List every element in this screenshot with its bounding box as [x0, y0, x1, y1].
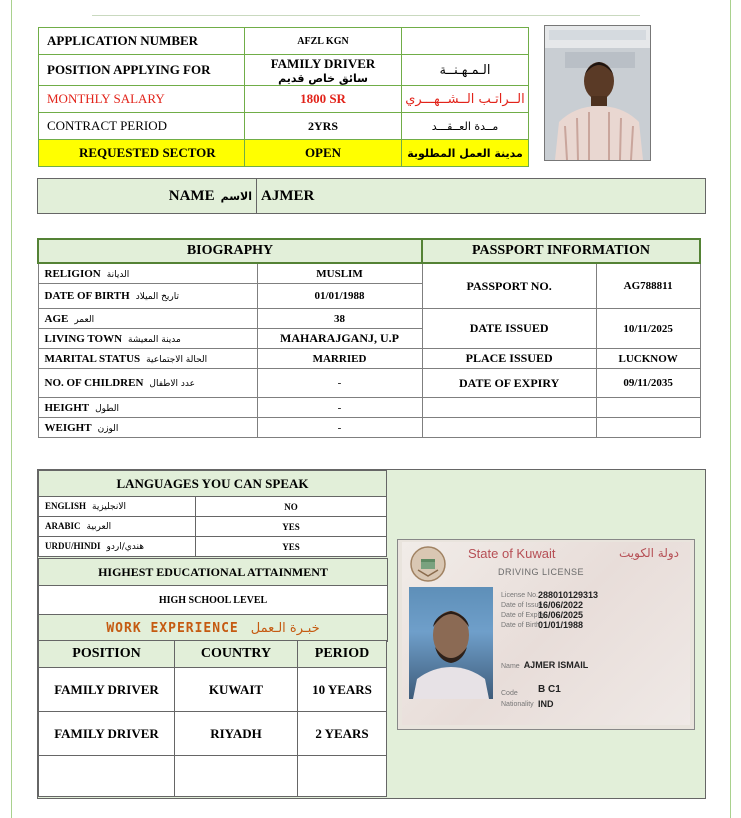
religion-arabic: الديانة: [106, 269, 130, 280]
work-header-period: PERIOD: [298, 641, 387, 668]
languages-header-row: [39, 471, 387, 497]
town-label: LIVING TOWN: [44, 332, 123, 345]
license-number-value: 288010129313: [538, 590, 599, 600]
religion-label-cell: [38, 263, 257, 284]
expiry-value: 09/11/2035: [596, 369, 700, 398]
work-position: FAMILY DRIVER: [39, 712, 175, 756]
town-arabic: مدينة المعيشة: [128, 334, 181, 345]
driving-license-image: [397, 539, 695, 730]
page-border-right: [730, 0, 731, 818]
contract-row: [39, 113, 529, 140]
arabic-arabic: العربية: [86, 522, 112, 532]
work-empty-row: [39, 756, 387, 797]
arabic-value: YES: [196, 517, 387, 537]
urdu-hindi-value: YES: [196, 537, 387, 557]
license-issue-label: Date of Issue: [501, 602, 543, 609]
urdu-hindi-label: URDU/HINDI: [45, 541, 101, 551]
license-name-row: [501, 660, 588, 670]
license-expiry-label: Date of Expiry: [501, 612, 545, 619]
license-card: [402, 542, 690, 725]
english-label-cell: [39, 497, 196, 517]
kuwait-emblem-icon: [408, 544, 448, 584]
work-period: 2 YEARS: [298, 712, 387, 756]
age-label-cell: [38, 309, 257, 329]
english-label: ENGLISH: [45, 501, 87, 511]
marital-label: MARITAL STATUS: [44, 352, 141, 365]
sector-value: OPEN: [245, 140, 402, 167]
license-country-title: State of Kuwait: [468, 546, 556, 561]
height-arabic: الطول: [95, 403, 119, 414]
license-number-label: License No.: [501, 592, 538, 599]
work-header-row: [39, 641, 387, 668]
weight-arabic: الوزن: [97, 423, 119, 434]
contract-arabic: مــدة العــقـــد: [402, 113, 529, 140]
work-header-country: COUNTRY: [175, 641, 298, 668]
place-issued-label: PLACE ISSUED: [422, 349, 596, 369]
weight-label: WEIGHT: [44, 421, 92, 434]
date-issued-label: DATE ISSUED: [422, 309, 596, 349]
work-header-position: POSITION: [39, 641, 175, 668]
application-number-label: APPLICATION NUMBER: [39, 28, 245, 55]
name-label: NAME: [168, 187, 215, 204]
applicant-photo: [544, 25, 651, 161]
languages-title: LANGUAGES YOU CAN SPEAK: [39, 471, 387, 497]
work-period: 10 YEARS: [298, 668, 387, 712]
bio-row-age: [38, 309, 700, 329]
contract-label: CONTRACT PERIOD: [39, 113, 245, 140]
license-name-value: AJMER ISMAIL: [523, 660, 589, 670]
urdu-hindi-arabic: هندي/اردو: [106, 542, 144, 552]
passport-number-value: AG788811: [596, 263, 700, 309]
arabic-label-cell: [39, 517, 196, 537]
weight-value: -: [257, 418, 422, 438]
application-number-arabic: [402, 28, 529, 55]
position-arabic: الـمـهـنــة: [402, 55, 529, 86]
salary-value: 1800 SR: [245, 86, 402, 113]
license-expiry-value: 16/06/2025: [538, 610, 584, 620]
english-value: NO: [196, 497, 387, 517]
work-empty-cell: [39, 756, 175, 797]
application-number-value: AFZL KGN: [245, 28, 402, 55]
passport-empty-cell: [422, 418, 596, 438]
position-value-arabic: سائق خاص قديم: [278, 71, 368, 85]
work-experience-arabic: خبـرة الـعمل: [250, 620, 320, 636]
children-value: -: [257, 369, 422, 398]
date-issued-value: 10/11/2025: [596, 309, 700, 349]
work-country: KUWAIT: [175, 668, 298, 712]
work-position: FAMILY DRIVER: [39, 668, 175, 712]
bio-row-weight: [38, 418, 700, 438]
license-birth-value: 01/01/1988: [538, 620, 584, 630]
dob-value: 01/01/1988: [257, 284, 422, 309]
bio-row-religion: [38, 263, 700, 284]
urdu-hindi-label-cell: [39, 537, 196, 557]
license-code-label: Code: [501, 690, 518, 697]
position-label: POSITION APPLYING FOR: [39, 55, 245, 86]
religion-label: RELIGION: [44, 267, 101, 280]
bio-row-children: [38, 369, 700, 398]
work-row: [39, 712, 387, 756]
marital-arabic: الحالة الاجتماعية: [146, 354, 208, 365]
biography-header-row: [38, 239, 700, 263]
name-value: AJMER: [261, 187, 315, 204]
height-value: -: [257, 398, 422, 418]
license-country-title-arabic: دولة الكويت: [619, 546, 679, 560]
expiry-label: DATE OF EXPIRY: [422, 369, 596, 398]
education-value: HIGH SCHOOL LEVEL: [38, 585, 388, 615]
work-experience-title: WORK EXPERIENCE: [106, 620, 239, 636]
language-row: [39, 517, 387, 537]
children-label: NO. OF CHILDREN: [44, 377, 144, 389]
weight-label-cell: [38, 418, 257, 438]
children-arabic: عدد الاطفال: [149, 379, 195, 389]
name-label-arabic: الاسم: [220, 189, 252, 203]
education-title: HIGHEST EDUCATIONAL ATTAINMENT: [38, 558, 388, 586]
town-value: MAHARAJGANJ, U.P: [257, 329, 422, 349]
religion-value: MUSLIM: [257, 263, 422, 284]
bio-row-height: [38, 398, 700, 418]
biography-title: BIOGRAPHY: [38, 239, 422, 263]
passport-title: PASSPORT INFORMATION: [422, 239, 700, 263]
license-holder-photo: [409, 587, 493, 699]
work-empty-cell: [298, 756, 387, 797]
license-nationality-label: Nationality: [501, 701, 534, 708]
height-label: HEIGHT: [44, 401, 90, 414]
position-value-cell: [245, 55, 402, 86]
page-border-left: [11, 0, 12, 818]
passport-empty-cell: [596, 398, 700, 418]
children-label-cell: [38, 369, 257, 398]
application-info-table: [38, 27, 529, 167]
languages-table: [38, 470, 387, 557]
salary-label: MONTHLY SALARY: [39, 86, 245, 113]
salary-arabic: الــراتـب الــشــهـــري: [402, 86, 529, 113]
bio-row-marital: [38, 349, 700, 369]
biography-passport-table: [37, 238, 701, 438]
sector-arabic: مدينة العمل المطلوبة: [402, 140, 529, 167]
license-nationality-value: IND: [538, 699, 554, 709]
work-country: RIYADH: [175, 712, 298, 756]
age-arabic: العمر: [74, 314, 95, 325]
language-row: [39, 537, 387, 557]
applicant-photo-image: [545, 26, 650, 160]
dob-label: DATE OF BIRTH: [44, 290, 130, 302]
work-empty-cell: [175, 756, 298, 797]
marital-value: MARRIED: [257, 349, 422, 369]
license-name-label: Name: [501, 663, 520, 670]
marital-label-cell: [38, 349, 257, 369]
sector-row: [39, 140, 529, 167]
arabic-label: ARABIC: [45, 521, 81, 531]
sector-label: REQUESTED SECTOR: [39, 140, 245, 167]
dob-label-cell: [38, 284, 257, 309]
top-rule: [92, 15, 640, 16]
passport-number-label: PASSPORT NO.: [422, 263, 596, 309]
age-label: AGE: [44, 312, 69, 325]
contract-value: 2YRS: [245, 113, 402, 140]
license-subtitle: DRIVING LICENSE: [498, 567, 585, 577]
passport-empty-cell: [596, 418, 700, 438]
work-row: [39, 668, 387, 712]
height-label-cell: [38, 398, 257, 418]
english-arabic: الانجليزية: [92, 502, 126, 512]
dob-arabic: تاريخ الميلاد: [135, 292, 179, 302]
application-number-row: [39, 28, 529, 55]
position-value: FAMILY DRIVER: [270, 55, 376, 71]
name-box: [37, 178, 706, 214]
age-value: 38: [257, 309, 422, 329]
work-experience-header: [38, 614, 388, 642]
salary-row: [39, 86, 529, 113]
license-issue-value: 16/06/2022: [538, 600, 584, 610]
passport-empty-cell: [422, 398, 596, 418]
name-label-cell: [38, 179, 257, 213]
license-birth-label: Date of Birth: [501, 622, 540, 629]
place-issued-value: LUCKNOW: [596, 349, 700, 369]
town-label-cell: [38, 329, 257, 349]
license-holder-portrait: [409, 587, 493, 699]
position-row: [39, 55, 529, 86]
language-row: [39, 497, 387, 517]
license-code-value: B C1: [538, 684, 561, 695]
work-experience-table: [38, 640, 387, 797]
